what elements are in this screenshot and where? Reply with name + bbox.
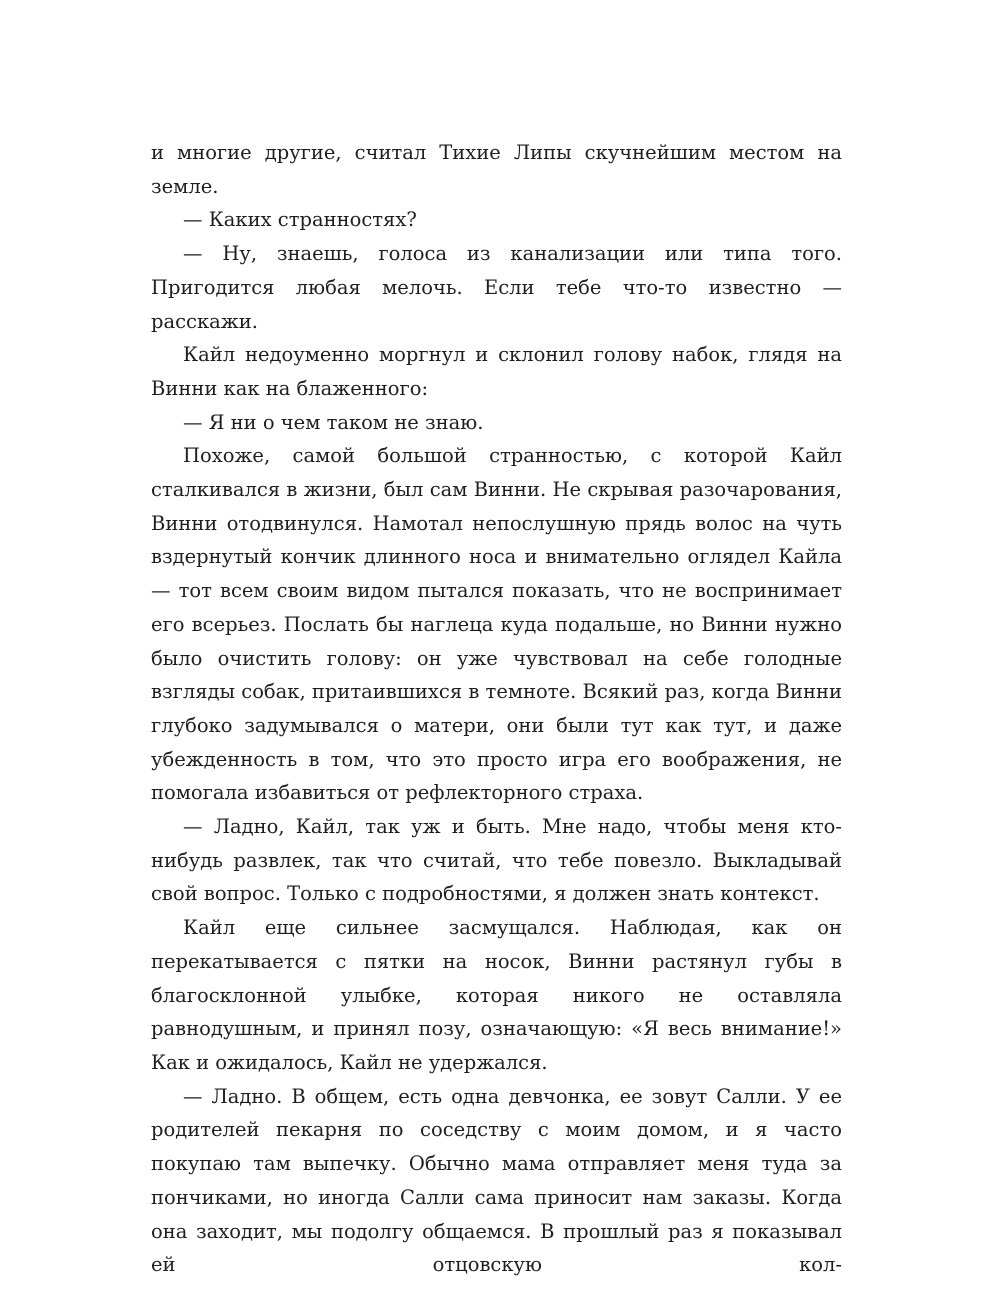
paragraph-6: Похоже, самой большой странностью, с которой Кайл сталкивался в жизни, был сам Винни. Не скрывая разочарования, Винни отодвинулся. Намотал непослушную прядь волос на чуть вздернутый кончик длинного носа и внимательно оглядел Кайла — тот всем своим видом пытался показать, что не воспринимает его всерьез. Послать бы наглеца куда подальше, но Винни нужно было очистить голову: он уже чувствовал на себе голодные взгляды собак, притаившихся в темноте. Всякий раз, когда Винни глубоко задумывался о матери, они были тут как тут, и даже убежденность в том, что это просто игра его воображения, не помогала избавиться от рефлекторного страха.	[151, 444, 842, 805]
paragraph-5: — Я ни о чем таком не знаю.	[183, 410, 484, 434]
paragraph-2: — Каких странностях?	[183, 208, 417, 232]
paragraph-7: — Ладно, Кайл, так уж и быть. Мне надо, чтобы меня кто-нибудь развлек, так что считай, что тебе повезло. Выкладывай свой вопрос. Только с подробностями, я должен знать контекст.	[151, 815, 842, 906]
paragraph-1: и многие другие, считал Тихие Липы скучнейшим местом на земле.	[151, 141, 842, 198]
paragraph-9: — Ладно. В общем, есть одна девчонка, ее зовут Салли. У ее родителей пекарня по соседству с моим домом, и я часто покупаю там выпечку. Обычно мама отправляет меня туда за пончиками, но иногда Салли сама приносит нам заказы. Когда она заходит, мы подолгу общаемся. В прошлый раз я показывал ей отцовскую кол-	[151, 1084, 842, 1277]
paragraph-8: Кайл еще сильнее засмущался. Наблюдая, как он перекатывается с пятки на носок, Винни растянул губы в благосклонной улыбке, которая никого не оставляла равнодушным, и принял позу, означающую: «Я весь внимание!» Как и ожидалось, Кайл не удержался.	[151, 916, 842, 1074]
paragraph-3: — Ну, знаешь, голоса из канализации или типа того. Пригодится любая мелочь. Если тебе что-то известно — расскажи.	[151, 242, 842, 333]
paragraph-4: Кайл недоуменно моргнул и склонил голову набок, глядя на Винни как на блаженного:	[151, 343, 842, 400]
book-page-text	[151, 136, 842, 1282]
